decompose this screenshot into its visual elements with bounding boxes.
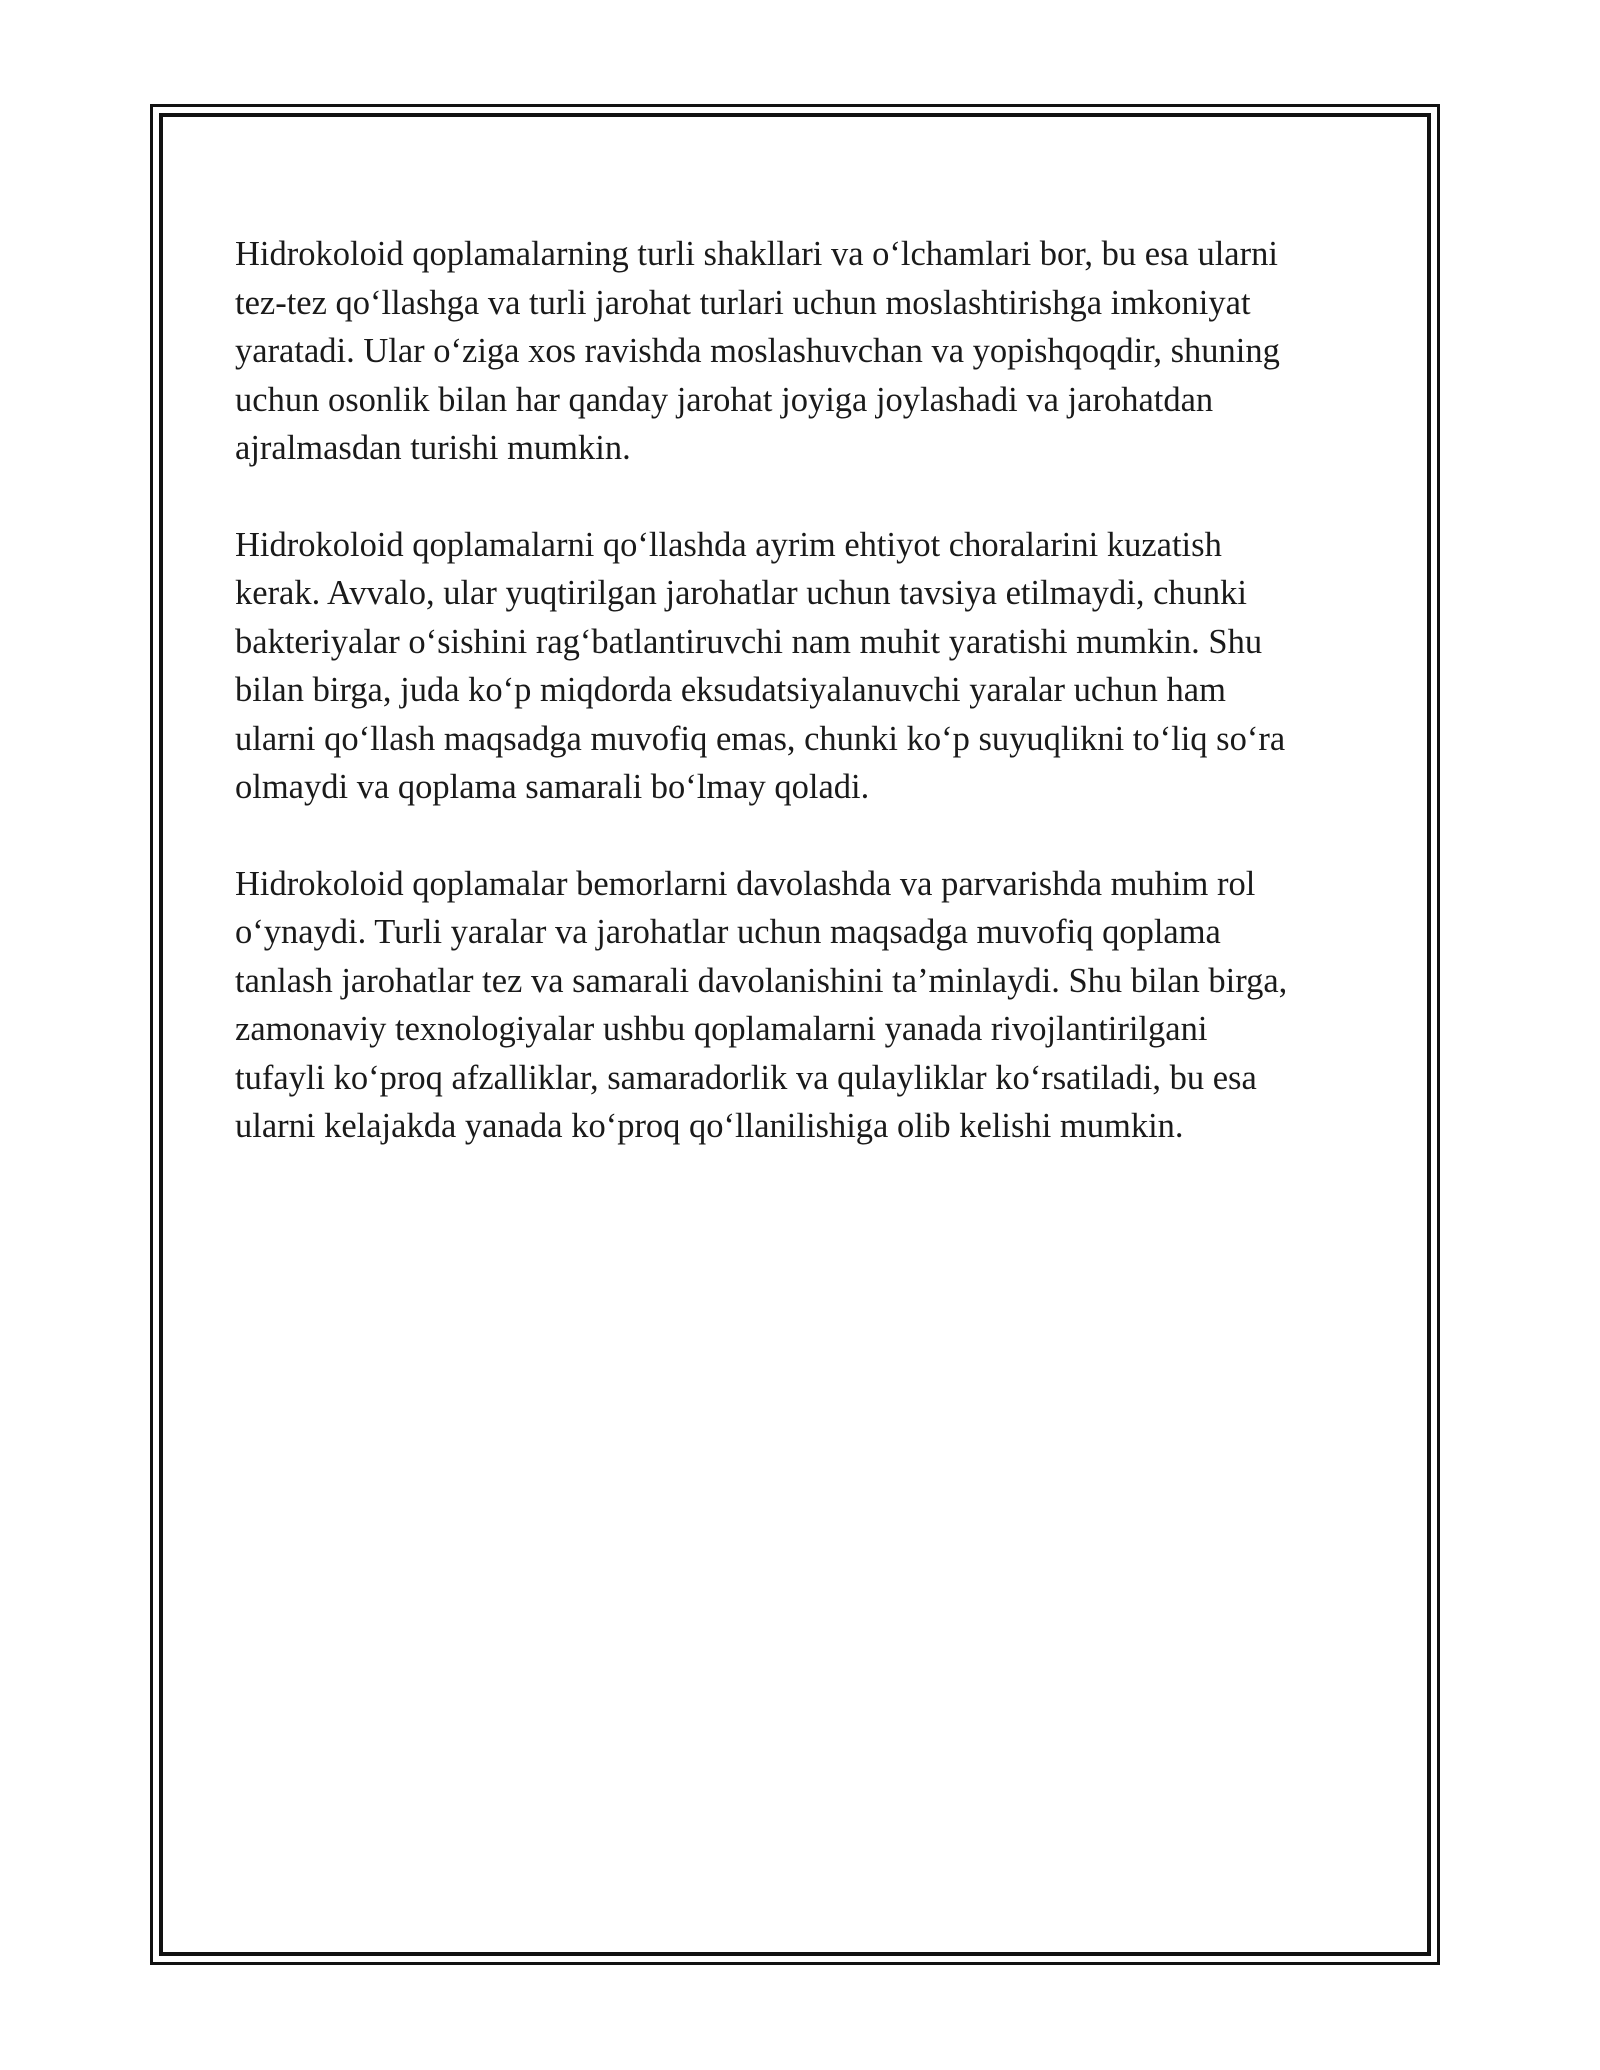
- paragraph-2: Hidrokoloid qoplamalarni qo‘llashda ayrim ehtiyot choralarini kuzatish kerak. Avvalo, ular yuqtirilgan jarohatlar uchun tavsiya etilmaydi, chunki bakteriyalar o‘sishini rag‘batlantiruvchi nam muhit yaratishi mumkin. Shu bilan birga, juda ko‘p miqdorda eksudatsiyalanuvchi yaralar uchun ham ularni qo‘llash maqsadga muvofiq emas, chunki ko‘p suyuqlikni to‘liq so‘ra olmaydi va qoplama samarali bo‘lmay qoladi.: [235, 525, 1286, 806]
- paragraph-3: Hidrokoloid qoplamalar bemorlarni davolashda va parvarishda muhim rol o‘ynaydi. Turli yaralar va jarohatlar uchun maqsadga muvofiq qoplama tanlash jarohatlar tez va samarali davolanishini ta’minlaydi. Shu bilan birga, zamonaviy texnologiyalar ushbu qoplamalarni yanada rivojlantirilgani tufayli ko‘proq afzalliklar, samaradorlik va qulayliklar ko‘rsatiladi, bu esa ularni kelajakda yanada ko‘proq qo‘llanilishiga olib kelishi mumkin.: [235, 864, 1288, 1145]
- document-body: [235, 230, 1365, 1199]
- paragraph-1: Hidrokoloid qoplamalarning turli shakllari va o‘lchamlari bor, bu esa ularni tez-tez qo‘llashga va turli jarohat turlari uchun moslashtirishga imkoniyat yaratadi. Ular o‘ziga xos ravishda moslashuvchan va yopishqoqdir, shuning uchun osonlik bilan har qanday jarohat joyiga joylashadi va jarohatdan ajralmasdan turishi mumkin.: [235, 235, 1280, 467]
